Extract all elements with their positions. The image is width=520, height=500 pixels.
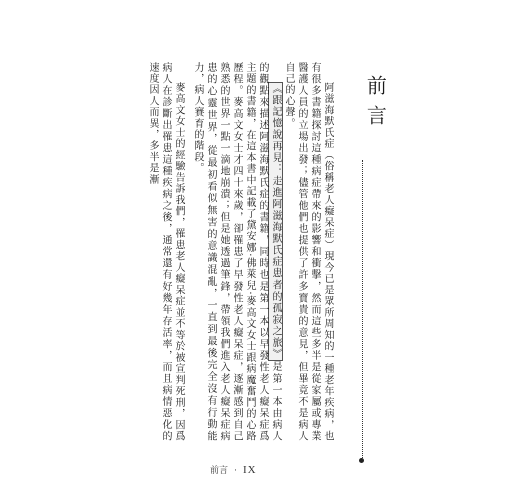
page-title: 前言 (363, 75, 388, 135)
body-text (104, 62, 334, 442)
page-number: IX (243, 464, 257, 476)
title-divider-line (362, 160, 363, 460)
book-title-highlight: 《跟記憶說再見：走進阿滋海默氏症患者的孤寂之旅》 (270, 83, 281, 361)
page-footer (210, 463, 330, 476)
divider-end-dot (359, 458, 364, 463)
footer-separator: · (234, 465, 238, 475)
paragraph-2 (191, 62, 282, 442)
paragraph-3: 麥高文女士的經驗告訴我們，罹患老人癡呆症並不等於被宣判死刑，因爲病人在診斷出罹患這種疾病之後，通常還有好幾年存活率，而且病情惡化的速度因人而異，多半是漸 (147, 62, 184, 442)
paragraph-1: 阿滋海默氏症（俗稱老人癡呆症）現今已是眾所周知的一種老年疾病，也有很多書籍探討這種病症帶來的影響和衝擊，然而這些多半是從家屬或專業醫護人員的立場出發；儘管他們也提供了許多寶貴的意見，但畢竟不是病人自己的心聲。 (283, 62, 333, 442)
footer-section-label: 前言 (210, 465, 229, 475)
paragraph-2-text: 是第一本由病人的觀點來描述阿滋海默氏症的書籍，同時也是第一本以早發性老人癡呆症爲主題的書籍，在這本書中記載了黛安娜‧佛萊兒‧麥高文女士跟病魔奮鬥的心路歷程。麥高文女士才四十來歲，卻罹患了早發性老人癡呆症，逐漸感到自己熟悉的世界一點一滴地崩潰；但是她透過筆鋒，帶領我們進入老人癡呆症病患的心靈世界，從最初看似無害的意識混亂，一直到最後完全沒有行動能力，病人賽育的階段。 (192, 62, 281, 442)
